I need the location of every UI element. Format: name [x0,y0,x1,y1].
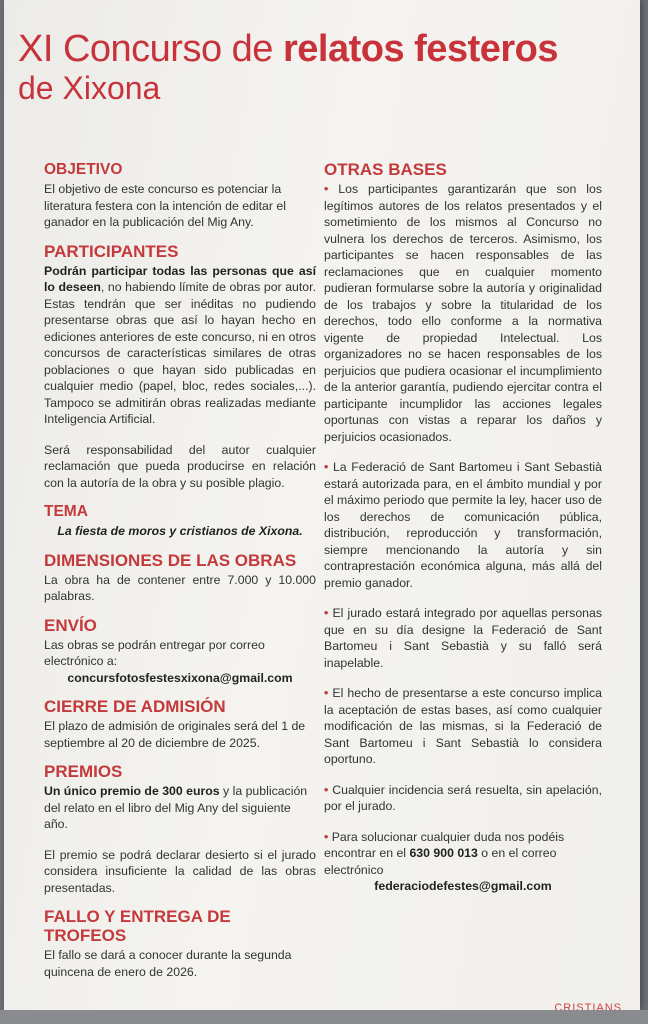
page-edge [0,1010,648,1024]
participantes-rest: , no habiendo límite de obras por autor. Estas tendrán que ser inéditas no pudiendo presentarse obras que así lo hayan hecho en ediciones anteriores de este concurso, ni en otros concursos de características similares de otras poblaciones o que hayan sido publicadas en cualquier medio (papel, bloc, redes sociales,...). Tampoco se admitirán obras realizadas mediante Inteligencia Artificial. [44,280,316,426]
heading-tema: TEMA [44,503,88,520]
heading-dimensiones: DIMENSIONES DE LAS OBRAS [44,550,297,570]
section-cierre [44,697,316,751]
envio-text: Las obras se podrán entregar por correo electrónico a: [44,637,265,668]
envio-email: concursfotosfestesxixona@gmail.com [67,670,293,685]
bases-item-6-text-b: o en el correo electrónico [324,846,557,877]
section-premios [44,762,316,896]
bases-item-6-text: Para solucionar cualquier duda nos podéis encontrar en el [324,829,565,860]
title-normal: XI Concurso de [18,28,283,70]
heading-envio: ENVÍO [44,615,97,635]
heading-objetivo: OBJETIVO [44,161,123,178]
title-bold: relatos festeros [282,28,558,70]
bases-item-4 [324,685,602,768]
right-column [324,160,602,895]
bases-item-6 [324,829,602,879]
contact-email: federaciodefestes@gmail.com [374,879,552,893]
footer-text: CRISTIANS [554,1002,622,1010]
bases-item-1 [324,181,602,445]
bases-item-1-text: Los participantes garantizarán que son los legítimos autores de los relatos presentados y el sometimiento de los mismos al Concurso no vulnera los derechos de terceros. Asimismo, los participantes se hacen responsables de las reclamaciones que en cualquier momento pudieran formularse sobre la autoría y originalidad de los trabajos y sobre la titularidad de los derechos, todo ello conforme a la normativa vigente de propiedad Intelectual. Los organizadores no se hacen responsables de los perjuicios que pudiera ocasionar el incumplimiento de la anterior garantía, pudiendo ejercitar contra el participante incumplidor las acciones legales oportunas con vistas a reparar los daños y perjuicios ocasionados. [324,182,602,444]
bases-item-2-text: La Federació de Sant Bartomeu i Sant Sebastià estará autorizada para, en el ámbito mundial y por el máximo periodo que permite la ley, hacer uso de los derechos de comunicación pública, distribución, reproducción y transformación, siempre mencionando la autoría y sin contraprestación económica alguna, más allá del premio ganador. [324,460,602,590]
section-objetivo [44,160,316,231]
section-fallo [44,907,316,980]
bases-item-3-text: El jurado estará integrado por aquellas personas que en su día designe la Federació de Sant Bartomeu i Sant Sebastià y su falló será inapelable. [324,606,602,670]
cierre-text: El plazo de admisión de originales será del 1 de septiembre al 20 de diciembre de 2025. [44,719,306,750]
premios-text [44,783,316,833]
premios-bold: Un único premio de 300 euros [44,784,220,798]
heading-participantes: PARTICIPANTES [44,241,179,261]
premios-text2: El premio se podrá declarar desierto si el jurado considera insuficiente la calidad de las obras presentadas. [44,847,316,895]
premios-rest: y la publicación del relato en el libro del Mig Any del siguiente año. [44,784,308,831]
bullet-icon: • [324,829,329,844]
section-dimensiones [44,551,316,605]
tema-text: La fiesta de moros y cristianos de Xixona. [57,524,303,538]
bases-item-2 [324,459,602,591]
bullet-icon: • [324,460,329,474]
page-title [18,28,558,70]
section-tema [44,502,316,540]
dimensiones-text: La obra ha de contener entre 7.000 y 10.000 palabras. [44,572,316,603]
heading-cierre: CIERRE DE ADMISIÓN [44,697,226,716]
fallo-text: El fallo se dará a conocer durante la segunda quincena de enero de 2026. [44,948,292,979]
section-participantes [44,242,316,492]
bases-item-5 [324,782,602,815]
bullet-icon: • [324,606,329,620]
title-block [18,28,558,106]
participantes-bold: Podrán participar todas las personas que así lo deseen [44,263,316,294]
participantes-text [44,263,316,428]
left-column [44,160,316,991]
bullet-icon: • [324,782,329,797]
objetivo-text: El objetivo de este concurso es potenciar la literatura festera con la intención de editar el ganador en la publicación del Mig Any. [44,182,286,229]
contact-phone: 630 900 013 [409,846,478,860]
heading-fallo: FALLO Y ENTREGA DE TROFEOS [44,907,231,945]
page-subtitle: de Xixona [18,70,161,106]
bullet-icon: • [324,686,329,700]
document-page [4,0,640,1010]
participantes-text2: Será responsabilidad del autor cualquier reclamación que pueda producirse en relación con la autoría de la obra y su posible plagio. [44,442,316,490]
heading-otras-bases: OTRAS BASES [324,160,447,179]
bases-item-5-text: Cualquier incidencia será resuelta, sin apelación, por el jurado. [324,782,602,813]
bases-item-3 [324,605,602,671]
section-envio [44,616,316,687]
bases-item-4-text: El hecho de presentarse a este concurso implica la aceptación de estas bases, así como cualquier modificación de las mismas, si la Federació de Sant Bartomeu i Sant Sebastià lo considera oportuno. [324,686,603,766]
bullet-icon: • [324,182,329,196]
heading-premios: PREMIOS [44,762,123,781]
